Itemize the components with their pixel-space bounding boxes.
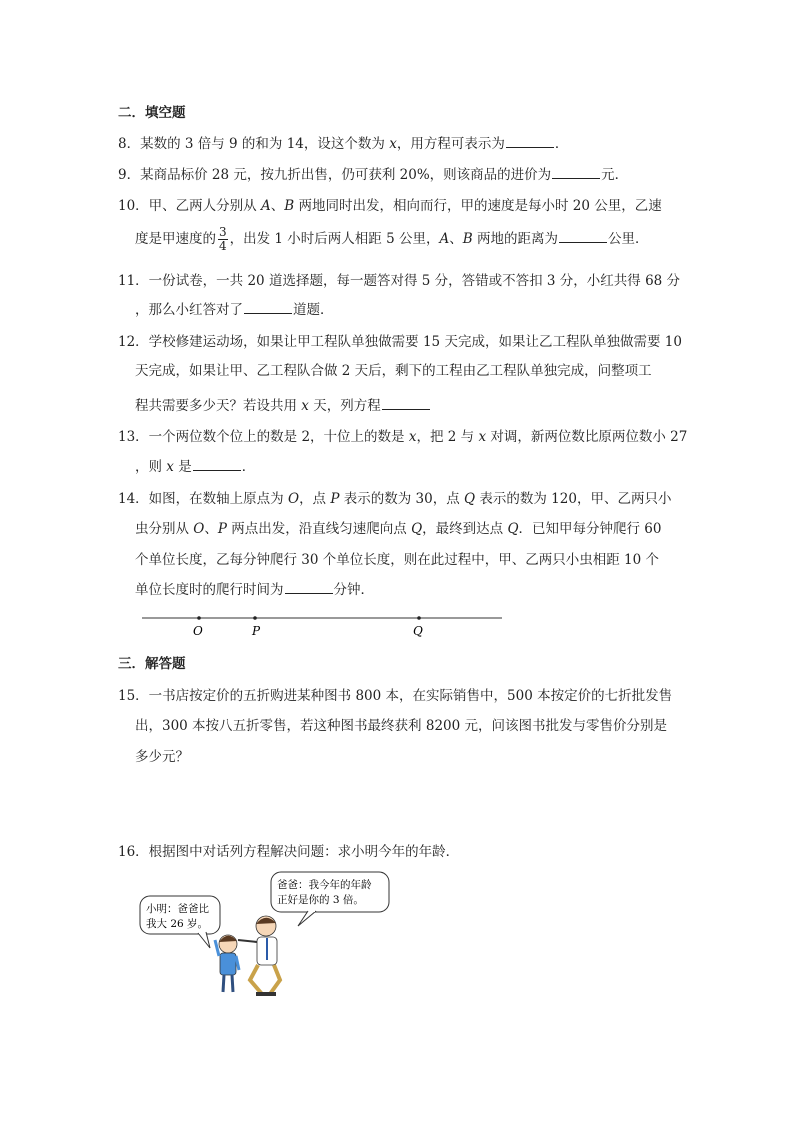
boy-speech-line-2: 我大 26 岁。 [146, 918, 209, 930]
q14-point-o: O [193, 521, 205, 537]
q10-point-b: B [284, 198, 295, 214]
q10-text: 两地同时出发，相向而行，甲的速度是每小时 20 公里，乙速 [294, 198, 662, 214]
question-15-line-1: 15．一书店按定价的五折购进某种图书 800 本，在实际销售中，500 本按定价的七折批发售 [118, 688, 673, 704]
q10-text: 度是甲速度的 [135, 231, 216, 247]
q13-var: x [408, 429, 417, 445]
q9-blank [552, 166, 600, 179]
fraction-denominator: 4 [219, 239, 227, 253]
q13-text: 是 [173, 459, 192, 475]
q10-text: ，出发 1 小时后两人相距 5 公里， [229, 231, 440, 247]
q14-text: 单位长度时的爬行时间为 [135, 582, 284, 598]
q13-var: x [478, 429, 487, 445]
point-q-dot [417, 616, 421, 620]
point-o-dot [197, 616, 201, 620]
section-fill-in-title: 二．填空题 [118, 105, 186, 121]
q10-point-b: B [462, 231, 473, 247]
q14-point-q: Q [464, 491, 476, 507]
q13-text: 对调，新两位数比原两位数小 27 [486, 429, 688, 445]
q14-text: ，最终到达点 [422, 521, 508, 537]
q13-var: x [166, 459, 174, 475]
question-10-line-1 [118, 197, 662, 215]
q10-text: 、 [449, 231, 463, 247]
fraction-three-quarters [218, 226, 228, 253]
q14-text: 分钟． [333, 582, 374, 598]
question-12-line-1: 12．学校修建运动场，如果让甲工程队单独做需要 15 天完成，如果让乙工程队单独做需要 10 [118, 334, 682, 350]
question-14-line-3: 个单位长度，乙每分钟爬行 30 个单位长度，则在此过程中，甲、乙两只小虫相距 10 个 [135, 552, 660, 568]
q14-point-p: P [330, 491, 340, 507]
question-12-line-2: 天完成，如果让甲、乙工程队合做 2 天后，剩下的工程由乙工程队单独完成，问整项工 [135, 363, 652, 379]
q14-point-o: O [287, 491, 300, 507]
q12-blank [382, 397, 430, 410]
label-o: O [193, 624, 203, 638]
question-14-line-1 [118, 490, 671, 508]
question-12-line-3 [135, 397, 431, 415]
q13-text: ，把 2 与 [416, 429, 479, 445]
q11-text: 道题． [293, 302, 334, 318]
question-11-line-2 [135, 301, 334, 319]
q14-blank [285, 581, 333, 594]
q12-text: 程共需要多少天？若设共用 [135, 398, 302, 414]
q11-blank [244, 301, 292, 314]
q8-text-b: ，用方程可表示为 [396, 136, 505, 152]
q14-text: 、 [204, 521, 218, 537]
question-13-line-1 [118, 428, 687, 446]
question-11-line-1: 11．一份试卷，一共 20 道选择题，每一题答对得 5 分，答错或不答扣 3 分，小红共得 68 分 [118, 273, 681, 289]
father-figure [238, 916, 280, 996]
q13-text: ，则 [135, 459, 167, 475]
question-10-line-2 [135, 225, 648, 253]
question-13-line-2 [135, 458, 255, 476]
father-speech-line-2: 正好是你的 3 倍。 [277, 894, 364, 906]
dialogue-illustration [138, 868, 398, 1000]
q10-text: 公里． [607, 231, 649, 247]
question-9 [118, 166, 628, 184]
point-p-dot [253, 616, 257, 620]
q14-text: 表示的数为 30，点 [339, 491, 465, 507]
q10-point-a: A [260, 198, 271, 214]
q11-text: ，那么小红答对了 [135, 302, 243, 318]
q13-text: ． [241, 459, 256, 475]
q8-blank [506, 135, 554, 148]
q12-var: x [301, 398, 309, 414]
q9-text-b: 元． [601, 167, 629, 183]
question-14-line-4 [135, 581, 374, 599]
question-8 [118, 135, 568, 153]
q10-point-a: A [439, 231, 450, 247]
question-15-line-2: 出，300 本按八五折零售，若这种图书最终获利 8200 元，问该图书批发与零售价分别是 [135, 718, 667, 734]
q9-text-a: 9．某商品标价 28 元，按九折出售，仍可获利 20%，则该商品的进价为 [118, 167, 552, 183]
boy-speech-bubble [140, 896, 220, 948]
q14-text: 14．如图，在数轴上原点为 [118, 491, 288, 507]
fraction-numerator: 3 [219, 225, 227, 239]
q14-text: 两点出发，沿直线匀速爬向点 [226, 521, 412, 537]
q14-text: 虫分别从 [135, 521, 194, 537]
father-speech-bubble [271, 872, 389, 926]
q10-blank [559, 230, 607, 243]
q10-text: 、 [270, 198, 285, 214]
q14-text: 表示的数为 120，甲、乙两只小 [475, 491, 672, 507]
label-p: P [252, 624, 261, 638]
q10-text: 10．甲、乙两人分别从 [118, 198, 261, 214]
question-16-line-1: 16．根据图中对话列方程解决问题：求小明今年的年龄． [118, 844, 460, 860]
q14-point-q: Q [411, 521, 423, 537]
q12-text: 天，列方程 [308, 398, 381, 414]
q13-blank [193, 458, 241, 471]
q8-text-c: ． [554, 136, 569, 152]
q14-text: ，点 [299, 491, 331, 507]
q14-point-q: Q [507, 521, 519, 537]
q14-point-p: P [217, 521, 227, 537]
q10-text: 两地的距离为 [472, 231, 558, 247]
question-14-line-2 [135, 520, 662, 538]
q14-text: ．已知甲每分钟爬行 60 [518, 521, 662, 537]
label-q: Q [413, 624, 423, 638]
q13-text: 13．一个两位数个位上的数是 2，十位上的数是 [118, 429, 409, 445]
number-line-figure [140, 608, 510, 642]
question-15-line-3: 多少元？ [135, 749, 189, 765]
section-answer-title: 三．解答题 [118, 656, 186, 672]
q8-var: x [389, 136, 397, 152]
father-speech-line-1: 爸爸：我今年的年龄 [277, 879, 372, 891]
boy-figure [215, 935, 239, 992]
q8-text-a: 8．某数的 3 倍与 9 的和为 14，设这个数为 [118, 136, 390, 152]
boy-speech-line-1: 小明：爸爸比 [146, 903, 209, 915]
